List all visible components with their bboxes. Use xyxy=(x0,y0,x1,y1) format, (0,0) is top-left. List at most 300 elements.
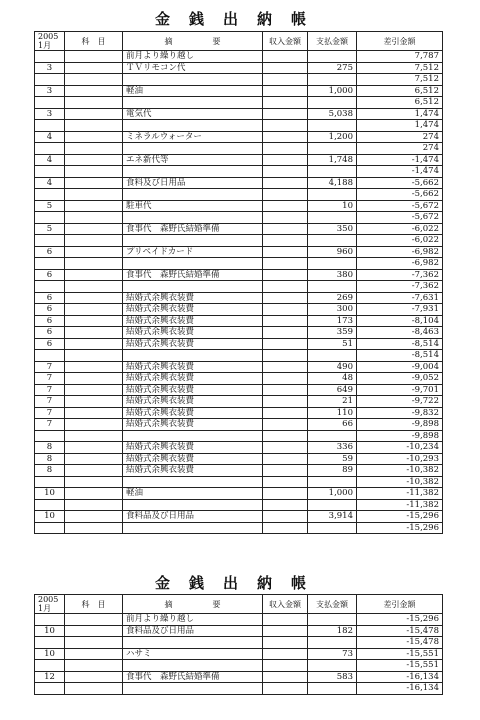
row-account xyxy=(65,384,123,396)
row-balance: 7,787 xyxy=(357,51,443,63)
row-description: ハサミ xyxy=(123,648,263,660)
row-balance: -9,898 xyxy=(357,430,443,442)
header-expense: 支払金額 xyxy=(308,595,357,614)
row-account xyxy=(65,269,123,281)
row-income xyxy=(263,62,308,74)
row-description: 食料及び日用品 xyxy=(123,177,263,189)
row-income xyxy=(263,683,308,695)
header-income: 収入金額 xyxy=(263,595,308,614)
row-expense xyxy=(308,143,357,155)
row-description: 結婚式余興衣装費 xyxy=(123,453,263,465)
row-description xyxy=(123,212,263,224)
row-month: 6 xyxy=(35,292,65,304)
ledger-row xyxy=(35,223,443,235)
row-description xyxy=(123,74,263,86)
row-month: 8 xyxy=(35,465,65,477)
row-description xyxy=(123,120,263,132)
row-expense: 59 xyxy=(308,453,357,465)
row-balance: -8,463 xyxy=(357,327,443,339)
row-month xyxy=(35,522,65,534)
row-account xyxy=(65,212,123,224)
row-account xyxy=(65,108,123,120)
row-account xyxy=(65,373,123,385)
row-expense: 380 xyxy=(308,269,357,281)
row-income xyxy=(263,625,308,637)
row-month: 6 xyxy=(35,269,65,281)
row-description xyxy=(123,660,263,672)
row-balance: -9,832 xyxy=(357,407,443,419)
ledger-row xyxy=(35,614,443,626)
row-expense: 1,200 xyxy=(308,131,357,143)
ledger-row xyxy=(35,327,443,339)
ledger-row xyxy=(35,430,443,442)
row-description: 結婚式余興衣装費 xyxy=(123,396,263,408)
row-income xyxy=(263,235,308,247)
ledger-row xyxy=(35,212,443,224)
row-account xyxy=(65,120,123,132)
row-description xyxy=(123,235,263,247)
ledger-row xyxy=(35,189,443,201)
row-balance: -9,701 xyxy=(357,384,443,396)
row-expense xyxy=(308,258,357,270)
row-income xyxy=(263,292,308,304)
row-balance: -6,982 xyxy=(357,246,443,258)
header-income: 収入金額 xyxy=(263,32,308,51)
row-balance: -5,672 xyxy=(357,200,443,212)
row-account xyxy=(65,453,123,465)
ledger-row xyxy=(35,120,443,132)
row-balance: -15,478 xyxy=(357,625,443,637)
row-month xyxy=(35,258,65,270)
row-account xyxy=(65,177,123,189)
row-expense: 5,038 xyxy=(308,108,357,120)
row-description xyxy=(123,499,263,511)
row-description: 食事代 森野氏結婚準備 xyxy=(123,269,263,281)
row-month xyxy=(35,614,65,626)
ledger-row xyxy=(35,660,443,672)
row-income xyxy=(263,671,308,683)
row-balance: -16,134 xyxy=(357,683,443,695)
row-account xyxy=(65,258,123,270)
ledger-row xyxy=(35,154,443,166)
row-expense xyxy=(308,189,357,201)
row-account xyxy=(65,637,123,649)
row-description xyxy=(123,189,263,201)
row-income xyxy=(263,166,308,178)
ledger-header-row xyxy=(35,595,443,614)
row-account xyxy=(65,304,123,316)
row-account xyxy=(65,511,123,523)
ledger-body-2 xyxy=(35,614,443,695)
row-income xyxy=(263,614,308,626)
ledger-row xyxy=(35,637,443,649)
row-balance: -8,514 xyxy=(357,350,443,362)
row-expense xyxy=(308,522,357,534)
row-month: 3 xyxy=(35,62,65,74)
row-income xyxy=(263,97,308,109)
row-income xyxy=(263,373,308,385)
row-balance: -9,898 xyxy=(357,419,443,431)
row-expense xyxy=(308,430,357,442)
row-month xyxy=(35,51,65,63)
row-income xyxy=(263,350,308,362)
row-balance: -1,474 xyxy=(357,154,443,166)
row-income xyxy=(263,430,308,442)
row-month xyxy=(35,235,65,247)
row-expense: 336 xyxy=(308,442,357,454)
row-expense xyxy=(308,350,357,362)
row-income xyxy=(263,315,308,327)
ledger-row xyxy=(35,131,443,143)
row-balance: 274 xyxy=(357,143,443,155)
row-account xyxy=(65,442,123,454)
row-description: ミネラルウォーター xyxy=(123,131,263,143)
header-description: 摘 要 xyxy=(123,32,263,51)
row-month: 8 xyxy=(35,442,65,454)
row-description: 結婚式余興衣装費 xyxy=(123,419,263,431)
header-month: 1月 xyxy=(38,604,52,613)
row-balance: 6,512 xyxy=(357,97,443,109)
row-description: 前月より繰り越し xyxy=(123,51,263,63)
header-description: 摘 要 xyxy=(123,595,263,614)
ledger-row xyxy=(35,62,443,74)
row-expense xyxy=(308,120,357,132)
row-month: 6 xyxy=(35,246,65,258)
row-description xyxy=(123,281,263,293)
row-income xyxy=(263,442,308,454)
row-description xyxy=(123,522,263,534)
row-account xyxy=(65,97,123,109)
row-month xyxy=(35,637,65,649)
row-balance: -9,004 xyxy=(357,361,443,373)
ledger-row xyxy=(35,350,443,362)
row-expense xyxy=(308,281,357,293)
row-expense xyxy=(308,614,357,626)
row-account xyxy=(65,660,123,672)
row-balance: -9,722 xyxy=(357,396,443,408)
row-description xyxy=(123,637,263,649)
row-balance: -16,134 xyxy=(357,671,443,683)
row-income xyxy=(263,281,308,293)
row-balance: -10,382 xyxy=(357,465,443,477)
row-month: 7 xyxy=(35,407,65,419)
row-description: プリペイドカード xyxy=(123,246,263,258)
row-account xyxy=(65,292,123,304)
row-income xyxy=(263,338,308,350)
row-description xyxy=(123,683,263,695)
row-balance: -9,052 xyxy=(357,373,443,385)
row-description: 結婚式余興衣装費 xyxy=(123,304,263,316)
ledger-row xyxy=(35,396,443,408)
row-account xyxy=(65,407,123,419)
ledger-row xyxy=(35,177,443,189)
row-balance: -5,662 xyxy=(357,189,443,201)
ledger-row xyxy=(35,269,443,281)
row-month: 8 xyxy=(35,453,65,465)
row-income xyxy=(263,476,308,488)
row-description: 結婚式余興衣装費 xyxy=(123,315,263,327)
row-balance: -15,478 xyxy=(357,637,443,649)
ledger-row xyxy=(35,499,443,511)
ledger-row xyxy=(35,166,443,178)
header-year: 2005 xyxy=(38,32,59,41)
row-description: 結婚式余興衣装費 xyxy=(123,465,263,477)
row-income xyxy=(263,637,308,649)
row-income xyxy=(263,407,308,419)
row-month: 5 xyxy=(35,200,65,212)
ledger-table-2 xyxy=(34,594,443,695)
row-income xyxy=(263,223,308,235)
ledger-row xyxy=(35,361,443,373)
row-month: 10 xyxy=(35,511,65,523)
row-balance: -10,293 xyxy=(357,453,443,465)
row-expense xyxy=(308,660,357,672)
row-expense: 51 xyxy=(308,338,357,350)
ledger-header-row xyxy=(35,32,443,51)
row-account xyxy=(65,614,123,626)
row-month xyxy=(35,97,65,109)
ledger-row xyxy=(35,488,443,500)
row-income xyxy=(263,177,308,189)
row-income xyxy=(263,246,308,258)
row-income xyxy=(263,131,308,143)
row-expense xyxy=(308,683,357,695)
row-expense: 173 xyxy=(308,315,357,327)
row-description: 軽油 xyxy=(123,488,263,500)
ledger-row xyxy=(35,315,443,327)
ledger-row xyxy=(35,235,443,247)
row-balance: -6,022 xyxy=(357,223,443,235)
row-expense: 350 xyxy=(308,223,357,235)
ledger-row xyxy=(35,683,443,695)
row-description xyxy=(123,143,263,155)
row-account xyxy=(65,166,123,178)
row-account xyxy=(65,361,123,373)
row-month: 7 xyxy=(35,373,65,385)
ledger-table-1 xyxy=(34,31,443,534)
row-description: 食事代 森野氏結婚準備 xyxy=(123,671,263,683)
row-expense xyxy=(308,51,357,63)
row-balance: 7,512 xyxy=(357,74,443,86)
row-expense: 649 xyxy=(308,384,357,396)
row-month xyxy=(35,74,65,86)
row-description: ＴＶリモコン代 xyxy=(123,62,263,74)
row-description: 食料品及び日用品 xyxy=(123,625,263,637)
row-account xyxy=(65,488,123,500)
row-income xyxy=(263,212,308,224)
row-income xyxy=(263,488,308,500)
ledger-row xyxy=(35,476,443,488)
row-expense: 1,000 xyxy=(308,488,357,500)
row-description xyxy=(123,258,263,270)
row-income xyxy=(263,396,308,408)
ledger-row xyxy=(35,74,443,86)
row-income xyxy=(263,499,308,511)
row-income xyxy=(263,511,308,523)
row-income xyxy=(263,465,308,477)
row-expense: 300 xyxy=(308,304,357,316)
row-account xyxy=(65,625,123,637)
row-expense: 269 xyxy=(308,292,357,304)
row-expense: 4,188 xyxy=(308,177,357,189)
ledger-row xyxy=(35,51,443,63)
row-balance: 6,512 xyxy=(357,85,443,97)
ledger-row xyxy=(35,258,443,270)
row-expense: 73 xyxy=(308,648,357,660)
row-expense: 110 xyxy=(308,407,357,419)
row-expense: 583 xyxy=(308,671,357,683)
row-expense xyxy=(308,74,357,86)
row-month: 3 xyxy=(35,85,65,97)
row-description: 前月より繰り越し xyxy=(123,614,263,626)
row-month xyxy=(35,683,65,695)
row-expense: 1,748 xyxy=(308,154,357,166)
row-balance: -7,931 xyxy=(357,304,443,316)
row-account xyxy=(65,476,123,488)
row-income xyxy=(263,304,308,316)
header-balance: 差引金額 xyxy=(357,595,443,614)
ledger-row xyxy=(35,453,443,465)
row-expense xyxy=(308,212,357,224)
ledger-row xyxy=(35,200,443,212)
row-description: 食料品及び日用品 xyxy=(123,511,263,523)
row-month xyxy=(35,189,65,201)
row-balance: -10,382 xyxy=(357,476,443,488)
row-balance: -15,551 xyxy=(357,660,443,672)
row-month: 6 xyxy=(35,327,65,339)
row-month: 10 xyxy=(35,488,65,500)
row-description xyxy=(123,166,263,178)
row-income xyxy=(263,154,308,166)
row-account xyxy=(65,281,123,293)
header-date xyxy=(35,595,65,614)
row-description: 駐車代 xyxy=(123,200,263,212)
ledger-row xyxy=(35,143,443,155)
row-income xyxy=(263,361,308,373)
row-income xyxy=(263,51,308,63)
row-balance: -6,982 xyxy=(357,258,443,270)
row-income xyxy=(263,419,308,431)
ledger-row xyxy=(35,384,443,396)
row-description: 結婚式余興衣装費 xyxy=(123,327,263,339)
row-income xyxy=(263,258,308,270)
ledger-row xyxy=(35,108,443,120)
row-account xyxy=(65,648,123,660)
row-balance: -8,514 xyxy=(357,338,443,350)
row-description: エネ新代等 xyxy=(123,154,263,166)
row-month xyxy=(35,143,65,155)
row-income xyxy=(263,85,308,97)
row-account xyxy=(65,246,123,258)
row-expense: 3,914 xyxy=(308,511,357,523)
row-income xyxy=(263,384,308,396)
row-income xyxy=(263,522,308,534)
header-date xyxy=(35,32,65,51)
header-year: 2005 xyxy=(38,595,59,604)
row-month xyxy=(35,212,65,224)
header-account-label: 科 目 xyxy=(81,36,106,46)
row-expense: 21 xyxy=(308,396,357,408)
row-account xyxy=(65,430,123,442)
row-month: 12 xyxy=(35,671,65,683)
header-month: 1月 xyxy=(38,41,52,50)
row-balance: -11,382 xyxy=(357,488,443,500)
ledger-row xyxy=(35,671,443,683)
row-account xyxy=(65,62,123,74)
row-balance: -5,662 xyxy=(357,177,443,189)
row-account xyxy=(65,51,123,63)
row-account xyxy=(65,200,123,212)
row-month: 4 xyxy=(35,131,65,143)
row-income xyxy=(263,189,308,201)
row-description: 結婚式余興衣装費 xyxy=(123,407,263,419)
row-description: 軽油 xyxy=(123,85,263,97)
row-month: 10 xyxy=(35,648,65,660)
row-month xyxy=(35,499,65,511)
row-income xyxy=(263,200,308,212)
row-month: 6 xyxy=(35,315,65,327)
row-description xyxy=(123,430,263,442)
row-month: 4 xyxy=(35,177,65,189)
row-income xyxy=(263,648,308,660)
row-expense: 66 xyxy=(308,419,357,431)
header-account xyxy=(65,32,123,51)
row-month xyxy=(35,120,65,132)
row-expense xyxy=(308,499,357,511)
row-account xyxy=(65,419,123,431)
row-account xyxy=(65,683,123,695)
ledger-row xyxy=(35,246,443,258)
ledger-row xyxy=(35,292,443,304)
row-expense: 275 xyxy=(308,62,357,74)
row-description: 結婚式余興衣装費 xyxy=(123,384,263,396)
row-balance: -10,234 xyxy=(357,442,443,454)
row-month: 7 xyxy=(35,396,65,408)
row-account xyxy=(65,85,123,97)
row-balance: -15,296 xyxy=(357,511,443,523)
row-account xyxy=(65,315,123,327)
row-balance: -8,104 xyxy=(357,315,443,327)
row-expense: 89 xyxy=(308,465,357,477)
row-balance: -7,362 xyxy=(357,269,443,281)
row-description: 結婚式余興衣装費 xyxy=(123,361,263,373)
row-account xyxy=(65,338,123,350)
row-month: 7 xyxy=(35,384,65,396)
row-month xyxy=(35,350,65,362)
row-description: 結婚式余興衣装費 xyxy=(123,442,263,454)
row-balance: 274 xyxy=(357,131,443,143)
row-income xyxy=(263,143,308,155)
ledger-row xyxy=(35,373,443,385)
ledger-title-1: 金銭出納帳 xyxy=(154,10,325,28)
row-balance: 1,474 xyxy=(357,120,443,132)
header-account xyxy=(65,595,123,614)
row-expense: 182 xyxy=(308,625,357,637)
row-expense xyxy=(308,637,357,649)
row-account xyxy=(65,235,123,247)
row-balance: -15,296 xyxy=(357,522,443,534)
row-expense xyxy=(308,476,357,488)
row-month: 3 xyxy=(35,108,65,120)
row-month: 7 xyxy=(35,361,65,373)
row-month xyxy=(35,660,65,672)
row-description: 結婚式余興衣装費 xyxy=(123,292,263,304)
row-expense: 359 xyxy=(308,327,357,339)
row-account xyxy=(65,189,123,201)
row-expense: 1,000 xyxy=(308,85,357,97)
row-description: 食事代 森野氏結婚準備 xyxy=(123,223,263,235)
row-expense xyxy=(308,97,357,109)
